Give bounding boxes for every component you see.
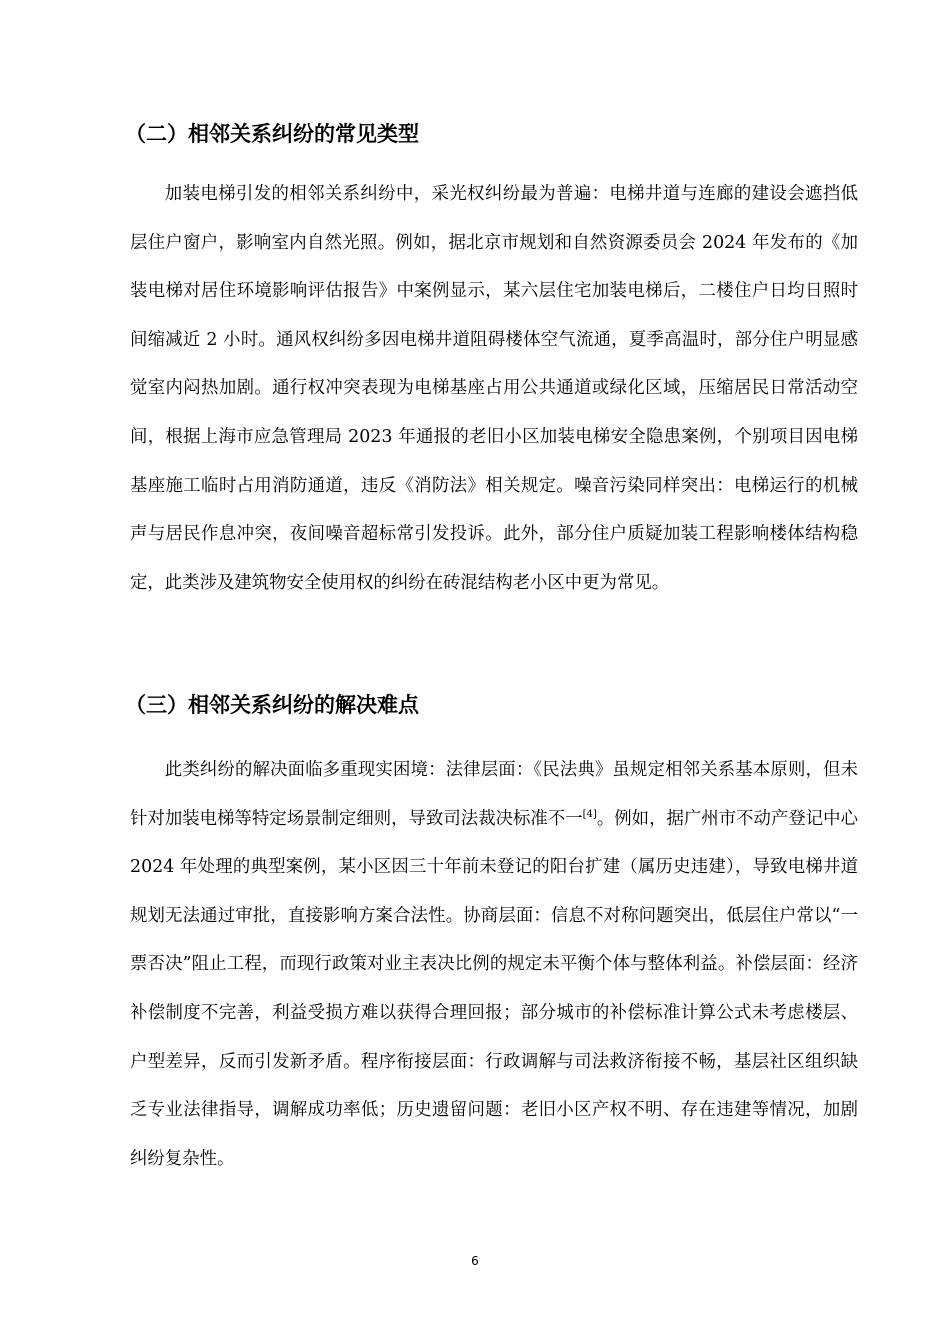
paragraph-difficulties-text-part1: 此类纠纷的解决面临多重现实困境：法律层面：《民法典》虽规定相邻关系基本原则，但未针对加装电梯等特定场景制定细则，导致司法裁决标准不一 [130, 760, 858, 829]
section-heading-common-types: （二）相邻关系纠纷的常见类型 [125, 122, 419, 146]
paragraph-common-types: 加装电梯引发的相邻关系纠纷中，采光权纠纷最为普遍：电梯井道与连廊的建设会遮挡低层住户窗户，影响室内自然光照。例如，据北京市规划和自然资源委员会 2024 年发布的《加装电梯对居住环境影响评估报告》中案例显示，某六层住宅加装电梯后，二楼住户日均日照时间缩减近 2 小时。通风权纠纷多因电梯井道阻碍楼体空气流通，夏季高温时，部分住户明显感觉室内闷热加剧。通行权冲突表现为电梯基座占用公共通道或绿化区域，压缩居民日常活动空间，根据上海市应急管理局 2023 年通报的老旧小区加装电梯安全隐患案例，个别项目因电梯基座施工临时占用消防通道，违反《消防法》相关规定。噪音污染同样突出：电梯运行的机械声与居民作息冲突，夜间噪音超标常引发投诉。此外，部分住户质疑加装工程影响楼体结构稳定，此类涉及建筑物安全使用权的纠纷在砖混结构老小区中更为常见。 [130, 184, 858, 593]
section-heading-difficulties: （三）相邻关系纠纷的解决难点 [125, 693, 419, 717]
paragraph-difficulties [130, 746, 858, 1183]
citation-reference-4[interactable]: [4] [582, 808, 597, 820]
paragraph-difficulties-text-part2: 。例如，据广州市不动产登记中心 2024 年处理的典型案例，某小区因三十年前未登记的阳台扩建（属历史违建），导致电梯井道规划无法通过审批，直接影响方案合法性。协商层面：信息不对称问题突出，低层住户常以“一票否决”阻止工程，而现行政策对业主表决比例的规定未平衡个体与整体利益。补偿层面：经济补偿制度不完善，利益受损方难以获得合理回报；部分城市的补偿标准计算公式未考虑楼层、户型差异，反而引发新矛盾。程序衔接层面：行政调解与司法救济衔接不畅，基层社区组织缺乏专业法律指导，调解成功率低；历史遗留问题：老旧小区产权不明、存在违建等情况，加剧纠纷复杂性。 [130, 808, 858, 1169]
page-number: 6 [471, 1254, 479, 1268]
